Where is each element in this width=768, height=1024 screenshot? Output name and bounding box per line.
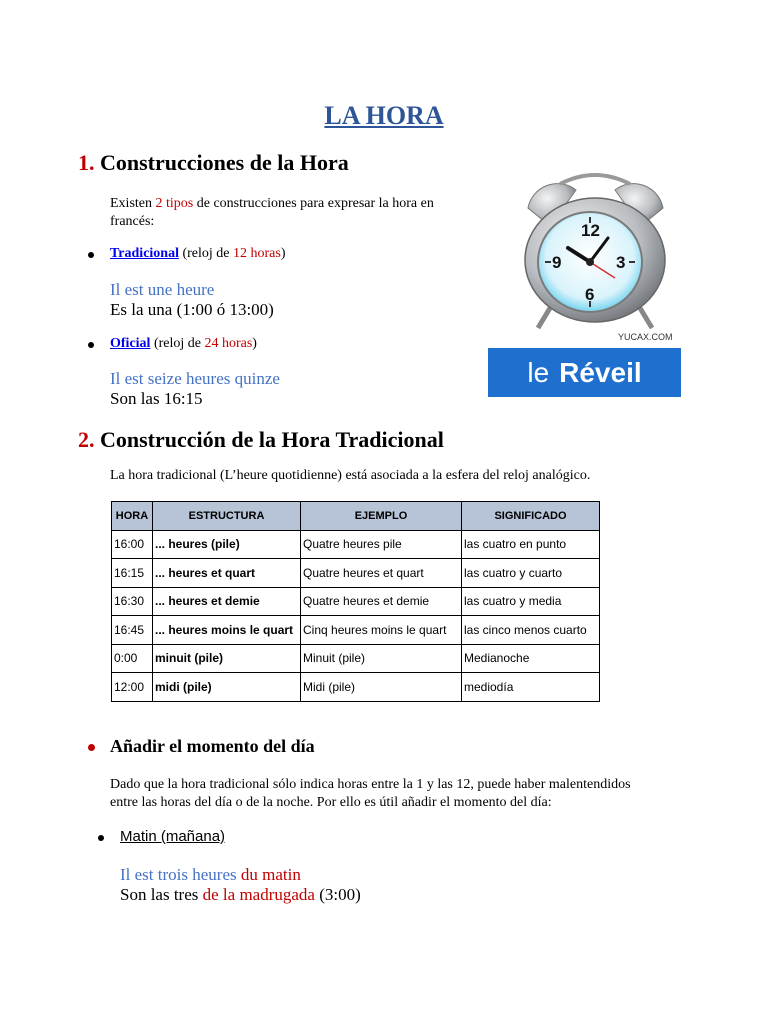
paragraph-line: Dado que la hora tradicional sólo indica horas entre la 1 y las 12, puede haber malentendidos — [110, 777, 631, 792]
section-2-intro: La hora tradicional (L’heure quotidienne) está asociada a la esfera del reloj analógico. — [110, 468, 591, 483]
table-cell: 16:30 — [112, 587, 153, 616]
table-cell: las cinco menos cuarto — [462, 616, 600, 645]
section-1-heading — [78, 150, 349, 176]
time-table — [111, 501, 600, 702]
table-cell: las cuatro y cuarto — [462, 559, 600, 588]
image-source-label: YUCAX.COM — [618, 332, 673, 342]
example-highlight: de la madrugada — [202, 885, 315, 904]
table-cell: minuit (pile) — [153, 644, 301, 673]
tradicional-link[interactable]: Tradicional — [110, 246, 179, 261]
example-french: Il est une heure — [110, 280, 215, 299]
clock-numeral: 6 — [585, 285, 595, 304]
example-text: Son las tres — [120, 885, 203, 904]
column-header: ESTRUCTURA — [153, 502, 301, 531]
table-row — [112, 644, 600, 673]
intro-highlight: 2 tipos — [155, 196, 194, 211]
table-cell: Quatre heures et quart — [301, 559, 462, 588]
bullet-icon — [88, 744, 95, 751]
section-2-heading — [78, 427, 444, 453]
intro-text: de construcciones para expresar la hora en — [193, 196, 434, 211]
item-text: (reloj de — [150, 336, 205, 351]
table-cell: 0:00 — [112, 644, 153, 673]
column-header: EJEMPLO — [301, 502, 462, 531]
table-row — [112, 673, 600, 702]
paragraph-line: entre las horas del día o de la noche. Por ello es útil añadir el momento del día: — [110, 795, 552, 810]
item-text: ) — [252, 336, 257, 351]
intro-text: francés: — [110, 214, 155, 229]
table-row — [112, 587, 600, 616]
clock-numeral: 3 — [616, 253, 626, 272]
banner-word: le — [527, 356, 550, 388]
table-cell: Midi (pile) — [301, 673, 462, 702]
list-item-tradicional — [110, 245, 286, 263]
table-cell: Quatre heures pile — [301, 530, 462, 559]
example-spanish: Es la una (1:00 ó 13:00) — [110, 300, 274, 319]
table-header-row — [112, 502, 600, 531]
example-spanish: Son las 16:15 — [110, 389, 203, 408]
table-cell: 16:45 — [112, 616, 153, 645]
example-french — [120, 865, 301, 885]
table-cell: mediodía — [462, 673, 600, 702]
table-cell: Medianoche — [462, 644, 600, 673]
table-cell: ... heures (pile) — [153, 530, 301, 559]
clock-numeral: 9 — [552, 253, 562, 272]
bullet-icon — [88, 342, 94, 348]
table-cell: Cinq heures moins le quart — [301, 616, 462, 645]
section-2-title: Construcción de la Hora Tradicional — [100, 427, 444, 452]
reveil-banner — [488, 348, 681, 397]
example-text: Il est trois heures — [120, 865, 241, 884]
table-cell: las cuatro y media — [462, 587, 600, 616]
table-cell: midi (pile) — [153, 673, 301, 702]
page-title: LA HORA — [324, 101, 444, 130]
section-2-number: 2. — [78, 427, 95, 452]
table-cell: las cuatro en punto — [462, 530, 600, 559]
example-spanish — [120, 885, 361, 905]
clock-numeral: 12 — [581, 221, 600, 240]
alarm-clock-image — [510, 168, 685, 343]
item-value: 24 horas — [204, 336, 253, 351]
table-cell: 12:00 — [112, 673, 153, 702]
item-text: ) — [280, 246, 286, 261]
table-cell: ... heures moins le quart — [153, 616, 301, 645]
oficial-link[interactable]: Oficial — [110, 336, 151, 351]
table-cell: 16:00 — [112, 530, 153, 559]
bullet-icon — [88, 252, 94, 258]
table-cell: Quatre heures et demie — [301, 587, 462, 616]
banner-word: Réveil — [559, 356, 642, 388]
table-cell: ... heures et quart — [153, 559, 301, 588]
section-3-heading: Añadir el momento del día — [110, 736, 315, 756]
list-item-oficial — [110, 335, 257, 353]
table-cell: 16:15 — [112, 559, 153, 588]
section-1-number: 1. — [78, 150, 95, 175]
bullet-icon — [98, 835, 104, 841]
column-header: HORA — [112, 502, 153, 531]
table-row — [112, 559, 600, 588]
item-value: 12 horas — [233, 246, 281, 261]
matin-item: Matin (mañana) — [120, 828, 226, 845]
table-row — [112, 616, 600, 645]
example-text: (3:00) — [314, 885, 361, 904]
example-french: Il est seize heures quinze — [110, 369, 280, 388]
table-cell: Minuit (pile) — [301, 644, 462, 673]
section-1-intro — [110, 195, 434, 231]
table-row — [112, 530, 600, 559]
alarm-clock-icon — [510, 168, 685, 343]
example-highlight: du matin — [240, 865, 301, 884]
intro-text: Existen — [110, 196, 156, 211]
section-1-title: Construcciones de la Hora — [100, 150, 349, 175]
section-3-paragraph — [110, 776, 631, 812]
column-header: SIGNIFICADO — [462, 502, 600, 531]
item-text: (reloj de — [178, 246, 233, 261]
table-cell: ... heures et demie — [153, 587, 301, 616]
